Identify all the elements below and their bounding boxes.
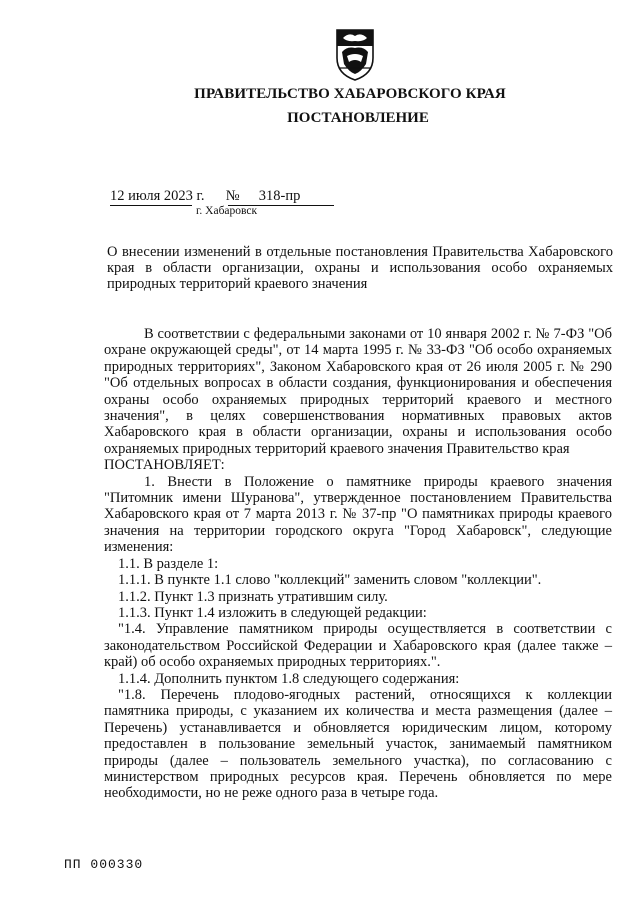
coat-of-arms-icon <box>333 28 377 82</box>
document-number: 318-пр <box>258 188 301 204</box>
document-type: ПОСТАНОВЛЕНИЕ <box>287 110 429 126</box>
quote-1-8: "1.8. Перечень плодово-ягодных растений, относящихся к коллекции памятника природы, с указанием их количества и места размещения (далее – Перечень) устанавливается и обновляется юридическим лицом, которому предоставлен в пользование земельный участок, занимаемый памятником природы (далее – пользователь земельного участка), по согласованию с министерством природных ресурсов края. Перечень обновляется по мере необходимости, но не реже одного раза в четыре года. <box>104 686 612 802</box>
paragraph-1-1-3: 1.1.3. Пункт 1.4 изложить в следующей редакции: <box>118 604 427 621</box>
paragraph-1-1: 1.1. В разделе 1: <box>118 555 219 572</box>
number-sign: № <box>225 188 240 204</box>
resolves-heading: ПОСТАНОВЛЯЕТ: <box>104 457 225 474</box>
footer-code: ПП 000330 <box>64 857 144 872</box>
date-number-line <box>110 188 300 205</box>
org-title: ПРАВИТЕЛЬСТВО ХАБАРОВСКОГО КРАЯ <box>194 86 506 102</box>
preamble-paragraph: В соответствии с федеральными законами от 10 января 2002 г. № 7-ФЗ "Об охране окружающей среды", от 14 марта 1995 г. № 33-ФЗ "Об особо охраняемых природных территориях", Законом Хабаровского края от 26 июля 2005 г. № 290 "Об отдельных вопросах в области создания, функционирования и обеспечения охраны особо охраняемых природных территорий краевого и местного значения", в целях совершенствования нормативных правовых актов Хабаровского края в области организации, охраны и использования особо охраняемых природных территорий краевого значения Правительство края <box>104 326 612 457</box>
city: г. Хабаровск <box>196 205 258 217</box>
document-date: 12 июля 2023 г. <box>110 188 205 204</box>
date-underline <box>110 205 192 206</box>
document-body <box>104 326 612 802</box>
paragraph-1-1-2: 1.1.2. Пункт 1.3 признать утратившим силу. <box>118 588 388 605</box>
paragraph-1-1-1: 1.1.1. В пункте 1.1 слово "коллекций" заменить словом "коллекции". <box>118 572 542 589</box>
paragraph-1-1-4: 1.1.4. Дополнить пунктом 1.8 следующего содержания: <box>118 670 460 687</box>
paragraph-1: 1. Внести в Положение о памятнике природы краевого значения "Питомник имени Шуранова", утвержденное постановлением Правительства Хабаровского края от 7 марта 2013 г. № 37-пр "О памятниках природы краевого значения на территории городского округа "Город Хабаровск", следующие изменения: <box>104 473 612 556</box>
document-subject: О внесении изменений в отдельные постановления Правительства Хабаровского края в области организации, охраны и использования особо охраняемых природных территорий краевого значения <box>107 244 613 292</box>
quote-1-4: "1.4. Управление памятником природы осуществляется в соответствии с законодательством Российской Федерации и Хабаровского края (далее также – край) об особо охраняемых природных территориях.". <box>104 621 612 671</box>
